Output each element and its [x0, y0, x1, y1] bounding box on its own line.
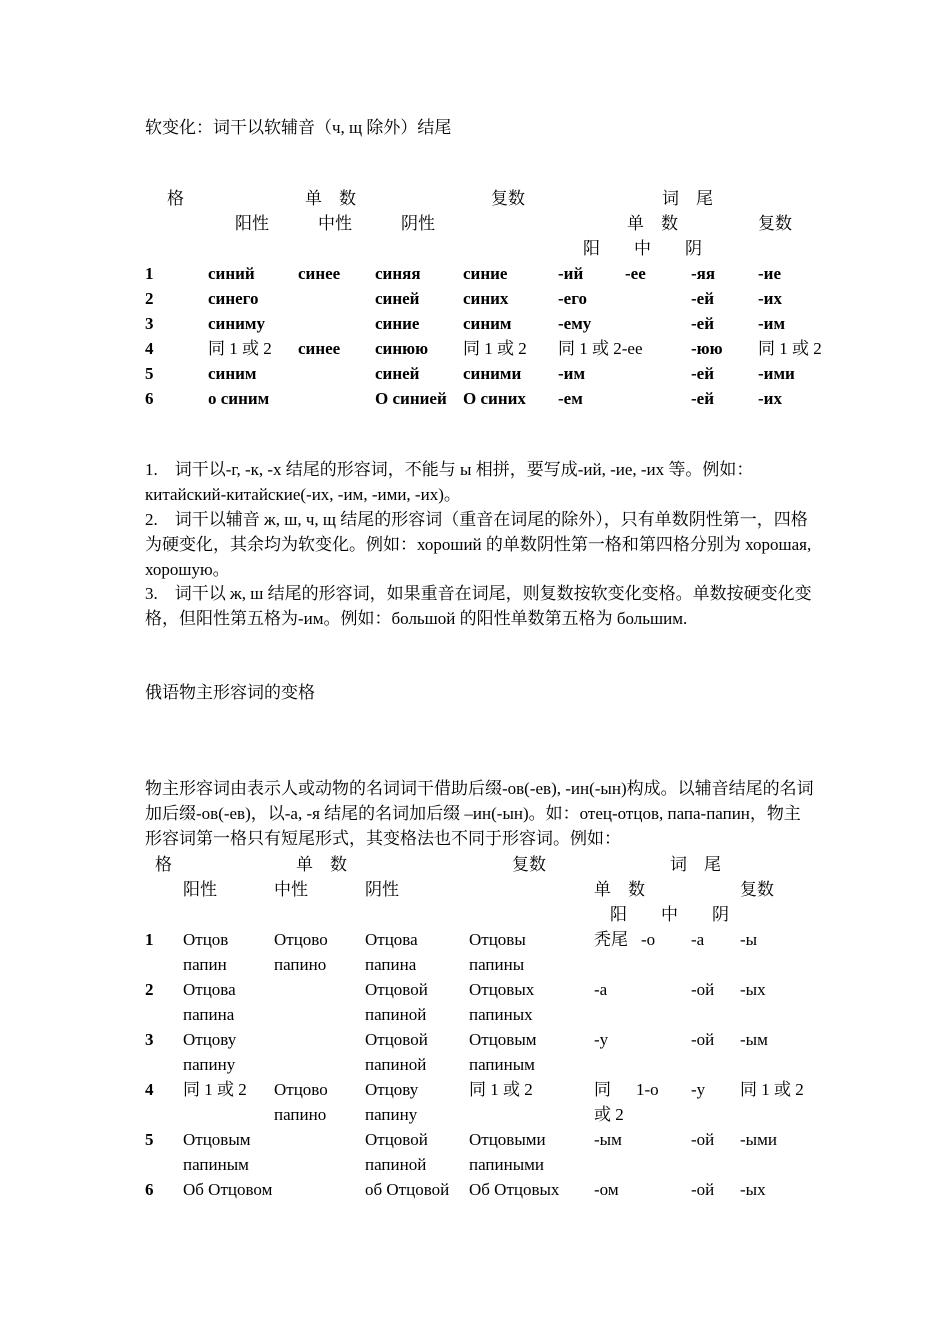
section2-title: 俄语物主形容词的变格 [145, 683, 315, 702]
header-singular: 单 数 [296, 855, 347, 874]
cell-ending-masc: -а [594, 980, 608, 999]
cell-fem: синюю [375, 339, 429, 358]
header-fem: 阴性 [401, 214, 435, 233]
header-ending-singular: 单 数 [627, 214, 678, 233]
header-plural: 复数 [491, 189, 525, 208]
row-case: 6 [145, 389, 154, 408]
cell-plural: синие [463, 264, 508, 283]
cell-masc: о синим [208, 389, 270, 408]
header-ending-plural: 复数 [758, 214, 792, 233]
cell-ending-fem: -яя [691, 264, 716, 283]
row-case: 1 [145, 930, 154, 949]
cell-fem: Отцовой папиной [365, 980, 428, 1024]
note-3: 3. 词干以 ж, ш 结尾的形容词，如果重音在词尾，则复数按软变化变格。单数按硬变化变格，但阳性第五格为-им。例如：большой 的阳性单数第五格为 большим. [145, 584, 812, 628]
cell-ending-fem: -ой [691, 1030, 715, 1049]
cell-ending-fem: -а [691, 930, 705, 949]
cell-ending-masc: -им [558, 364, 586, 383]
row-case: 5 [145, 364, 154, 383]
cell-fem: об Отцовой [365, 1180, 450, 1199]
cell-masc: 同 1 或 2 [183, 1080, 247, 1099]
cell-ending-fem: -ей [691, 314, 715, 333]
row-case: 4 [145, 339, 154, 358]
cell-fem: Отцову папину [365, 1080, 419, 1124]
cell-neut: Отцово папино [274, 1080, 328, 1124]
cell-masc: Отцовым папиным [183, 1130, 251, 1174]
row-case: 5 [145, 1130, 154, 1149]
cell-fem: Отцовой папиной [365, 1030, 428, 1074]
cell-masc: Отцова папина [183, 980, 236, 1024]
header-ending-plural: 复数 [740, 880, 774, 899]
cell-ending-masc: -ему [558, 314, 592, 333]
cell-plural: синих [463, 289, 509, 308]
section2-intro: 物主形容词由表示人或动物的名词词干借助后缀-ов(-ев), -ин(-ын)构成。以辅音结尾的名词加后缀-ов(-ев)，以-а, -я 结尾的名词加后缀 –ин(-ын)。如：отец-отцов, папа-папин，物主形容词第一格只有短尾形式，其变格法也不同于形容词。例如： [145, 779, 814, 848]
cell-masc: 同 1 或 2 [208, 339, 272, 358]
header-ending-singular: 单 数 [594, 880, 645, 899]
cell-plural: Отцовыми папиными [469, 1130, 546, 1174]
cell-plural: Отцовы папины [469, 930, 526, 974]
row-case: 6 [145, 1180, 154, 1199]
header-plural: 复数 [512, 855, 546, 874]
cell-plural: Отцовым папиным [469, 1030, 537, 1074]
header-case: 格 [167, 189, 184, 208]
note-2: 2. 词干以辅音 ж, ш, ч, щ 结尾的形容词（重音在词尾的除外），只有单数阴性第一，四格为硬变化，其余均为软变化。例如：хороший 的单数阴性第一格和第四格分别为 хорошая, хорошую。 [145, 510, 812, 579]
cell-masc: синиму [208, 314, 266, 333]
row-case: 4 [145, 1080, 154, 1099]
header-masc: 阳性 [235, 214, 269, 233]
header-case: 格 [155, 855, 172, 874]
cell-plural: Отцовых папиных [469, 980, 535, 1024]
cell-ending-masc: 同 或 2 [594, 1080, 624, 1124]
cell-ending-fem: -ой [691, 1180, 715, 1199]
header-neut: 中性 [318, 214, 352, 233]
cell-ending-fem: -ой [691, 980, 715, 999]
cell-masc: синего [208, 289, 259, 308]
cell-fem: синей [375, 364, 420, 383]
cell-ending-plural: -ых [740, 980, 766, 999]
header-masc: 阳性 [183, 880, 217, 899]
cell-ending-masc: 同 1 或 2-ее [558, 339, 643, 358]
cell-ending-plural: -ими [758, 364, 795, 383]
header-singular: 单 数 [305, 189, 356, 208]
cell-plural: 同 1 或 2 [469, 1080, 533, 1099]
header-ending: 词 尾 [662, 189, 713, 208]
cell-neut: синее [298, 264, 341, 283]
row-case: 1 [145, 264, 154, 283]
header-ending-genders: 阳 中 阴 [583, 239, 702, 258]
cell-plural: синим [463, 314, 512, 333]
cell-ending-fem: -юю [691, 339, 723, 358]
cell-ending-masc: -ом [594, 1180, 619, 1199]
header-ending: 词 尾 [670, 855, 721, 874]
row-case: 3 [145, 1030, 154, 1049]
cell-plural: синими [463, 364, 522, 383]
cell-ending-plural: 同 1 或 2 [740, 1080, 804, 1099]
cell-neut: синее [298, 339, 341, 358]
row-case: 2 [145, 980, 154, 999]
cell-ending-neut: 1-о [636, 1080, 659, 1099]
cell-ending-masc: -ым [594, 1130, 622, 1149]
row-case: 3 [145, 314, 154, 333]
header-fem: 阴性 [365, 880, 399, 899]
cell-ending-plural: -им [758, 314, 786, 333]
cell-ending-neut: -о [641, 930, 656, 949]
cell-ending-plural: -ы [740, 930, 758, 949]
cell-ending-masc: -ий [558, 264, 584, 283]
cell-ending-fem: -ой [691, 1130, 715, 1149]
cell-ending-masc: -у [594, 1030, 609, 1049]
cell-ending-fem: -ей [691, 364, 715, 383]
cell-ending-plural: -ым [740, 1030, 768, 1049]
cell-ending-plural: -ыми [740, 1130, 777, 1149]
cell-ending-plural: -ых [740, 1180, 766, 1199]
cell-plural: О синих [463, 389, 526, 408]
note-1: 1. 词干以-г, -к, -х 结尾的形容词，不能与 ы 相拼，要写成-ий, -ие, -их 等。例如：китайский-китайские(-их, -им, -ими, -их)。 [145, 460, 754, 504]
section1-title: 软变化：词干以软辅音（ч, щ 除外）结尾 [145, 118, 452, 137]
cell-fem: синей [375, 289, 420, 308]
cell-fem: О синией [375, 389, 447, 408]
cell-neut: Отцово папино [274, 930, 328, 974]
row-case: 2 [145, 289, 154, 308]
cell-ending-neut: -ее [625, 264, 646, 283]
cell-ending-fem: -ей [691, 389, 715, 408]
header-ending-genders: 阳 中 阴 [610, 905, 729, 924]
cell-ending-masc: -его [558, 289, 588, 308]
cell-fem: синие [375, 314, 420, 333]
cell-ending-fem: -ей [691, 289, 715, 308]
cell-ending-plural: -их [758, 289, 782, 308]
cell-ending-plural: -ие [758, 264, 782, 283]
cell-fem: синяя [375, 264, 421, 283]
cell-plural: 同 1 或 2 [463, 339, 527, 358]
cell-ending-plural: -их [758, 389, 782, 408]
cell-fem: Отцовой папиной [365, 1130, 428, 1174]
header-neut: 中性 [274, 880, 308, 899]
cell-ending-plural: 同 1 或 2 [758, 339, 822, 358]
cell-ending-masc: -ем [558, 389, 583, 408]
cell-masc: синим [208, 364, 257, 383]
cell-fem: Отцова папина [365, 930, 418, 974]
cell-ending-fem: -у [691, 1080, 706, 1099]
cell-masc: Отцов папин [183, 930, 229, 974]
cell-ending-masc: 秃尾 [594, 930, 628, 949]
cell-plural: Об Отцовых [469, 1180, 560, 1199]
cell-masc: Об Отцовом [183, 1180, 273, 1199]
cell-masc: Отцову папину [183, 1030, 237, 1074]
cell-masc: синий [208, 264, 255, 283]
